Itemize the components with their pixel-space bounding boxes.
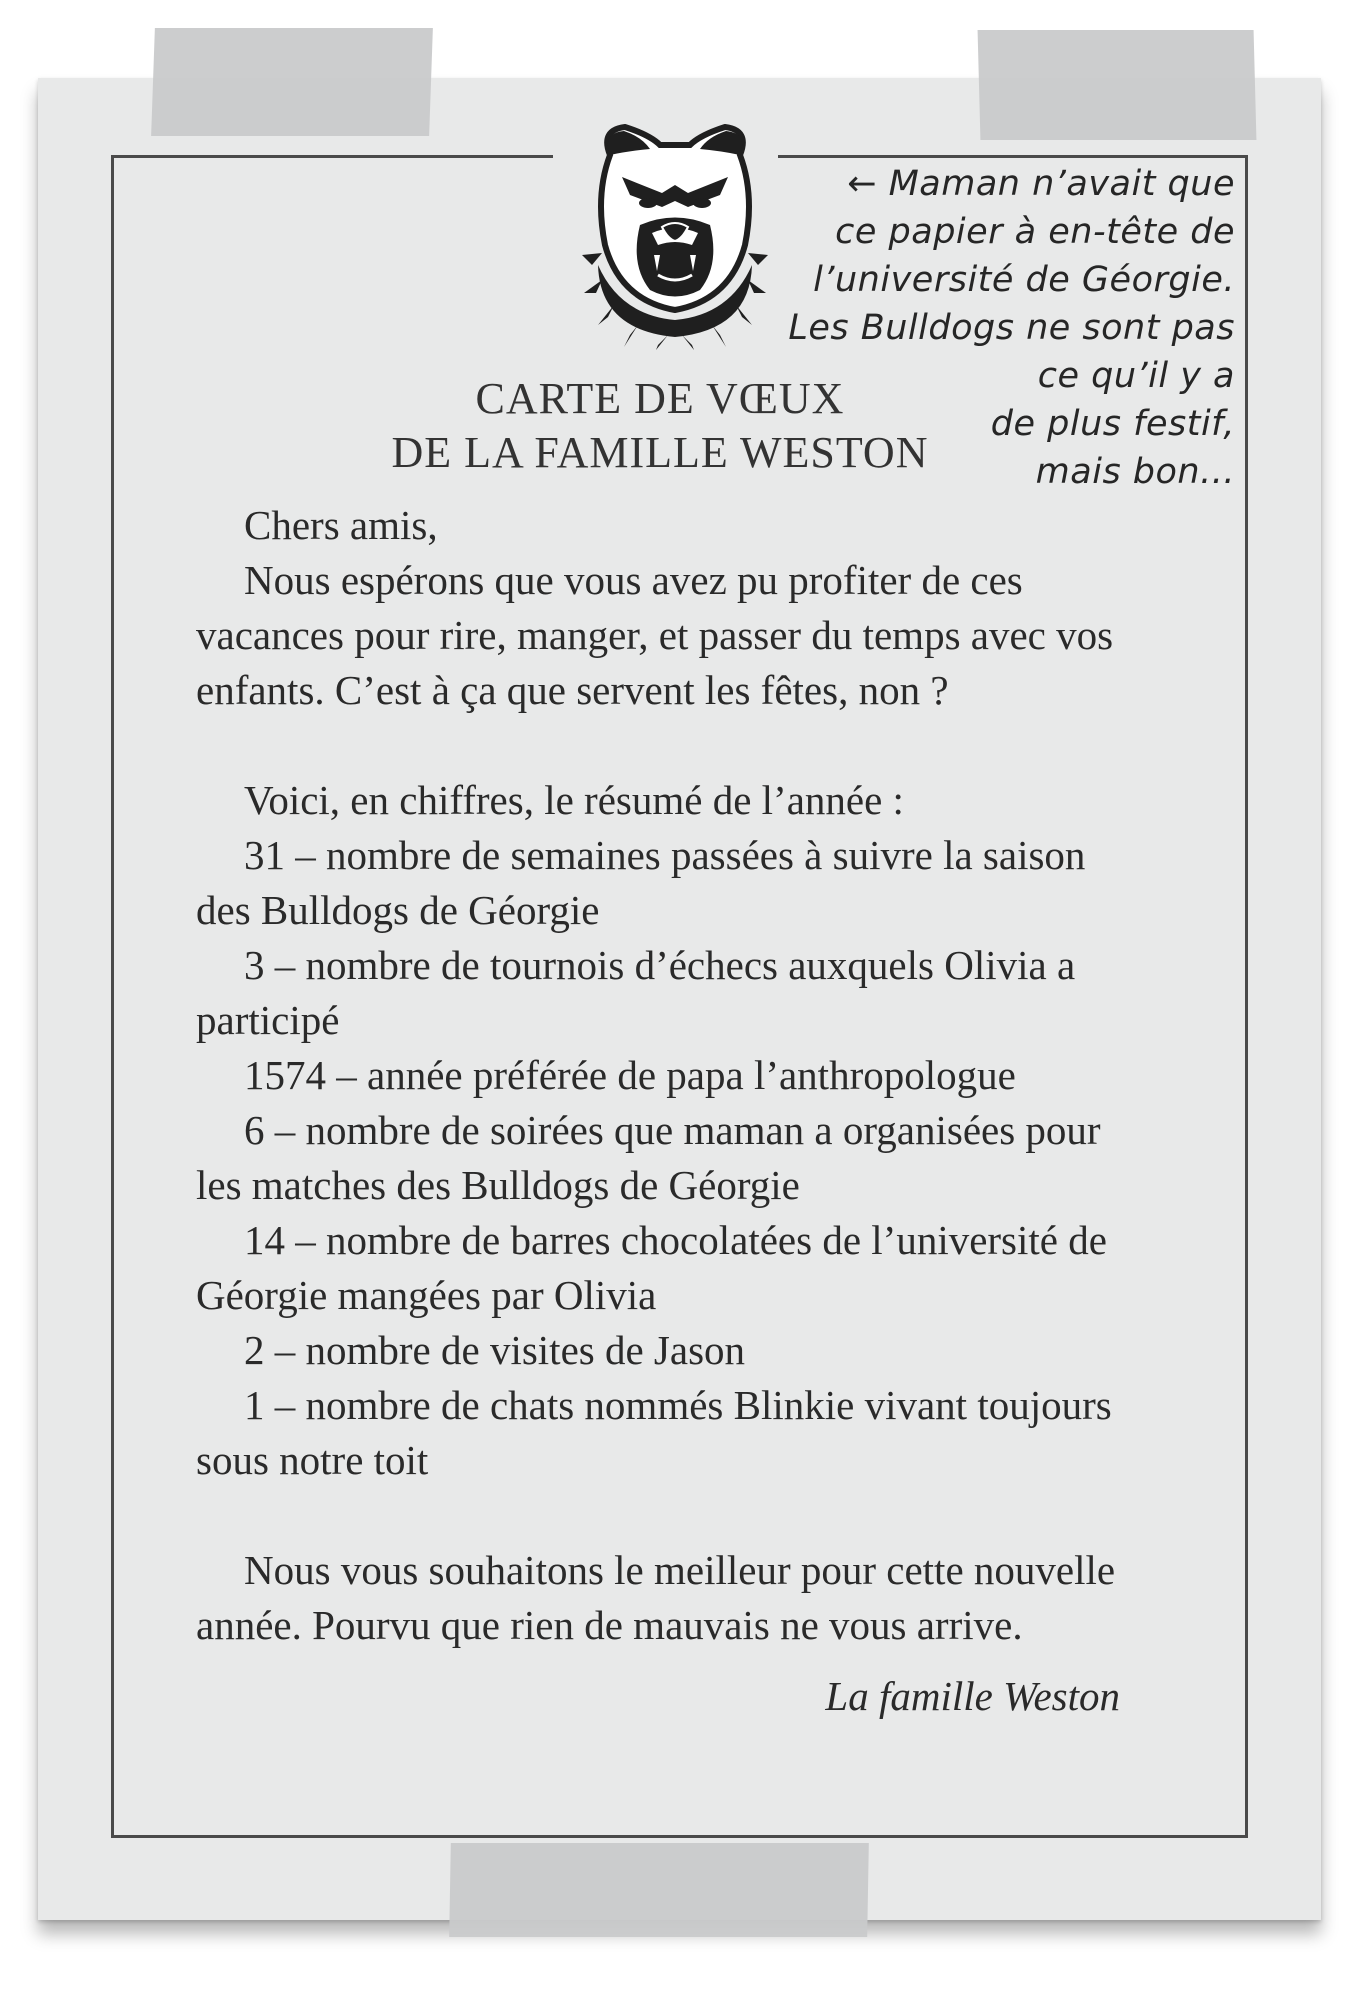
note-line: ← Maman n’avait que [847, 164, 1235, 204]
tape-top-right [978, 30, 1257, 140]
tape-bottom [449, 1843, 869, 1937]
card-title [330, 372, 990, 480]
summary-item: 14 – nombre de barres chocolatées de l’université de Géorgie mangées par Olivia [196, 1217, 1107, 1318]
closing-paragraph: Nous vous souhaitons le meilleur pour cette nouvelle année. Pourvu que rien de mauvais ne vous arrive. [196, 1547, 1116, 1648]
summary-item: 31 – nombre de semaines passées à suivre la saison des Bulldogs de Géorgie [196, 832, 1086, 933]
summary-item: 2 – nombre de visites de Jason [244, 1327, 746, 1373]
note-line: mais bon... [1035, 452, 1235, 492]
summary-intro: Voici, en chiffres, le résumé de l’année : [244, 777, 904, 823]
summary-item: 6 – nombre de soirées que maman a organisées pour les matches des Bulldogs de Géorgie [196, 1107, 1101, 1208]
intro-paragraph: Nous espérons que vous avez pu profiter de ces vacances pour rire, manger, et passer du temps avec vos enfants. C’est à ça que servent les fêtes, non ? [196, 557, 1114, 713]
note-line: ce qu’il y a [1037, 356, 1235, 396]
note-line: l’université de Géorgie. [813, 260, 1235, 300]
summary-item: 3 – nombre de tournois d’échecs auxquels Olivia a participé [196, 942, 1076, 1043]
title-line-1: CARTE DE VŒUX [475, 374, 845, 423]
note-line: Les Bulldogs ne sont pas [788, 308, 1235, 348]
frame-border-top-left [111, 155, 553, 158]
summary-item: 1 – nombre de chats nommés Blinkie vivant toujours sous notre toit [196, 1382, 1112, 1483]
tape-top-left [151, 28, 433, 136]
summary-item: 1574 – année préférée de papa l’anthropologue [244, 1052, 1016, 1098]
greeting: Chers amis, [244, 502, 438, 548]
frame-border-left [111, 155, 114, 1838]
frame-border-bottom [111, 1835, 1248, 1838]
frame-border-right [1245, 155, 1248, 1838]
frame-border-top-right [778, 155, 1248, 158]
bulldog-logo-icon [580, 115, 770, 350]
note-line: de plus festif, [990, 404, 1235, 444]
note-line: ce papier à en-tête de [835, 212, 1235, 252]
signature: La famille Weston [825, 1673, 1120, 1719]
title-line-2: DE LA FAMILLE WESTON [391, 428, 929, 477]
letter-body [196, 498, 1126, 1653]
